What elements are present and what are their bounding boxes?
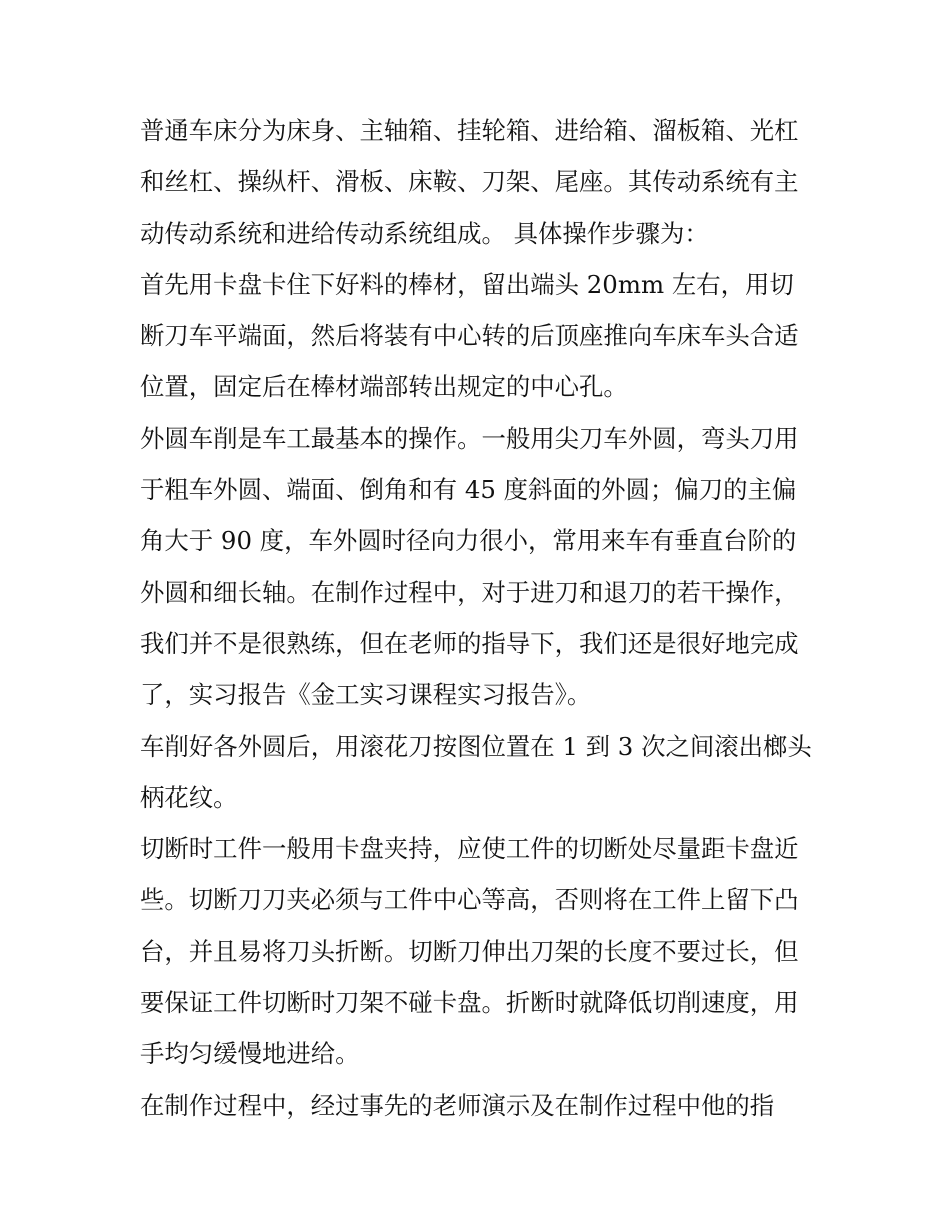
text-line: 外圆车削是车工最基本的操作。一般用尖刀车外圆，弯头刀用 [140, 423, 799, 453]
text-line: 角大于 90 度，车外圆时径向力很小，常用来车有垂直台阶的 [140, 526, 797, 556]
text-line: 台，并且易将刀头折断。切断刀伸出刀架的长度不要过长，但 [140, 936, 799, 966]
text-line: 要保证工件切断时刀架不碰卡盘。折断时就降低切削速度，用 [140, 988, 799, 1018]
text-line: 位置，固定后在棒材端部转出规定的中心孔。 [140, 372, 628, 402]
text-line: 柄花纹。 [140, 782, 238, 812]
text-line: 了，实习报告《金工实习课程实习报告》。 [140, 680, 592, 710]
text-line: 和丝杠、操纵杆、滑板、床鞍、刀架、尾座。其传动系统有主 [140, 167, 799, 197]
text-line: 外圆和细长轴。在制作过程中，对于进刀和退刀的若干操作， [140, 577, 799, 607]
text-line: 些。切断刀刀夹必须与工件中心等高，否则将在工件上留下凸 [140, 885, 799, 915]
text-line: 首先用卡盘卡住下好料的棒材，留出端头 20mm 左右，用切 [140, 269, 794, 299]
text-line: 在制作过程中，经过事先的老师演示及在制作过程中他的指 [140, 1090, 775, 1120]
text-line: 普通车床分为床身、主轴箱、挂轮箱、进给箱、溜板箱、光杠 [140, 116, 799, 145]
text-line: 于粗车外圆、端面、倒角和有 45 度斜面的外圆；偏刀的主偏 [140, 475, 797, 505]
document-body [140, 105, 820, 1131]
text-line: 切断时工件一般用卡盘夹持，应使工件的切断处尽量距卡盘近 [140, 834, 799, 864]
text-line: 断刀车平端面，然后将装有中心转的后顶座推向车床车头合适 [140, 321, 799, 351]
text-line: 我们并不是很熟练，但在老师的指导下，我们还是很好地完成 [140, 628, 799, 658]
text-line: 动传动系统和进给传动系统组成。 具体操作步骤为： [140, 218, 709, 248]
text-line: 车削好各外圆后，用滚花刀按图位置在 1 到 3 次之间滚出榔头 [140, 731, 812, 761]
text-line: 手均匀缓慢地进给。 [140, 1039, 360, 1069]
